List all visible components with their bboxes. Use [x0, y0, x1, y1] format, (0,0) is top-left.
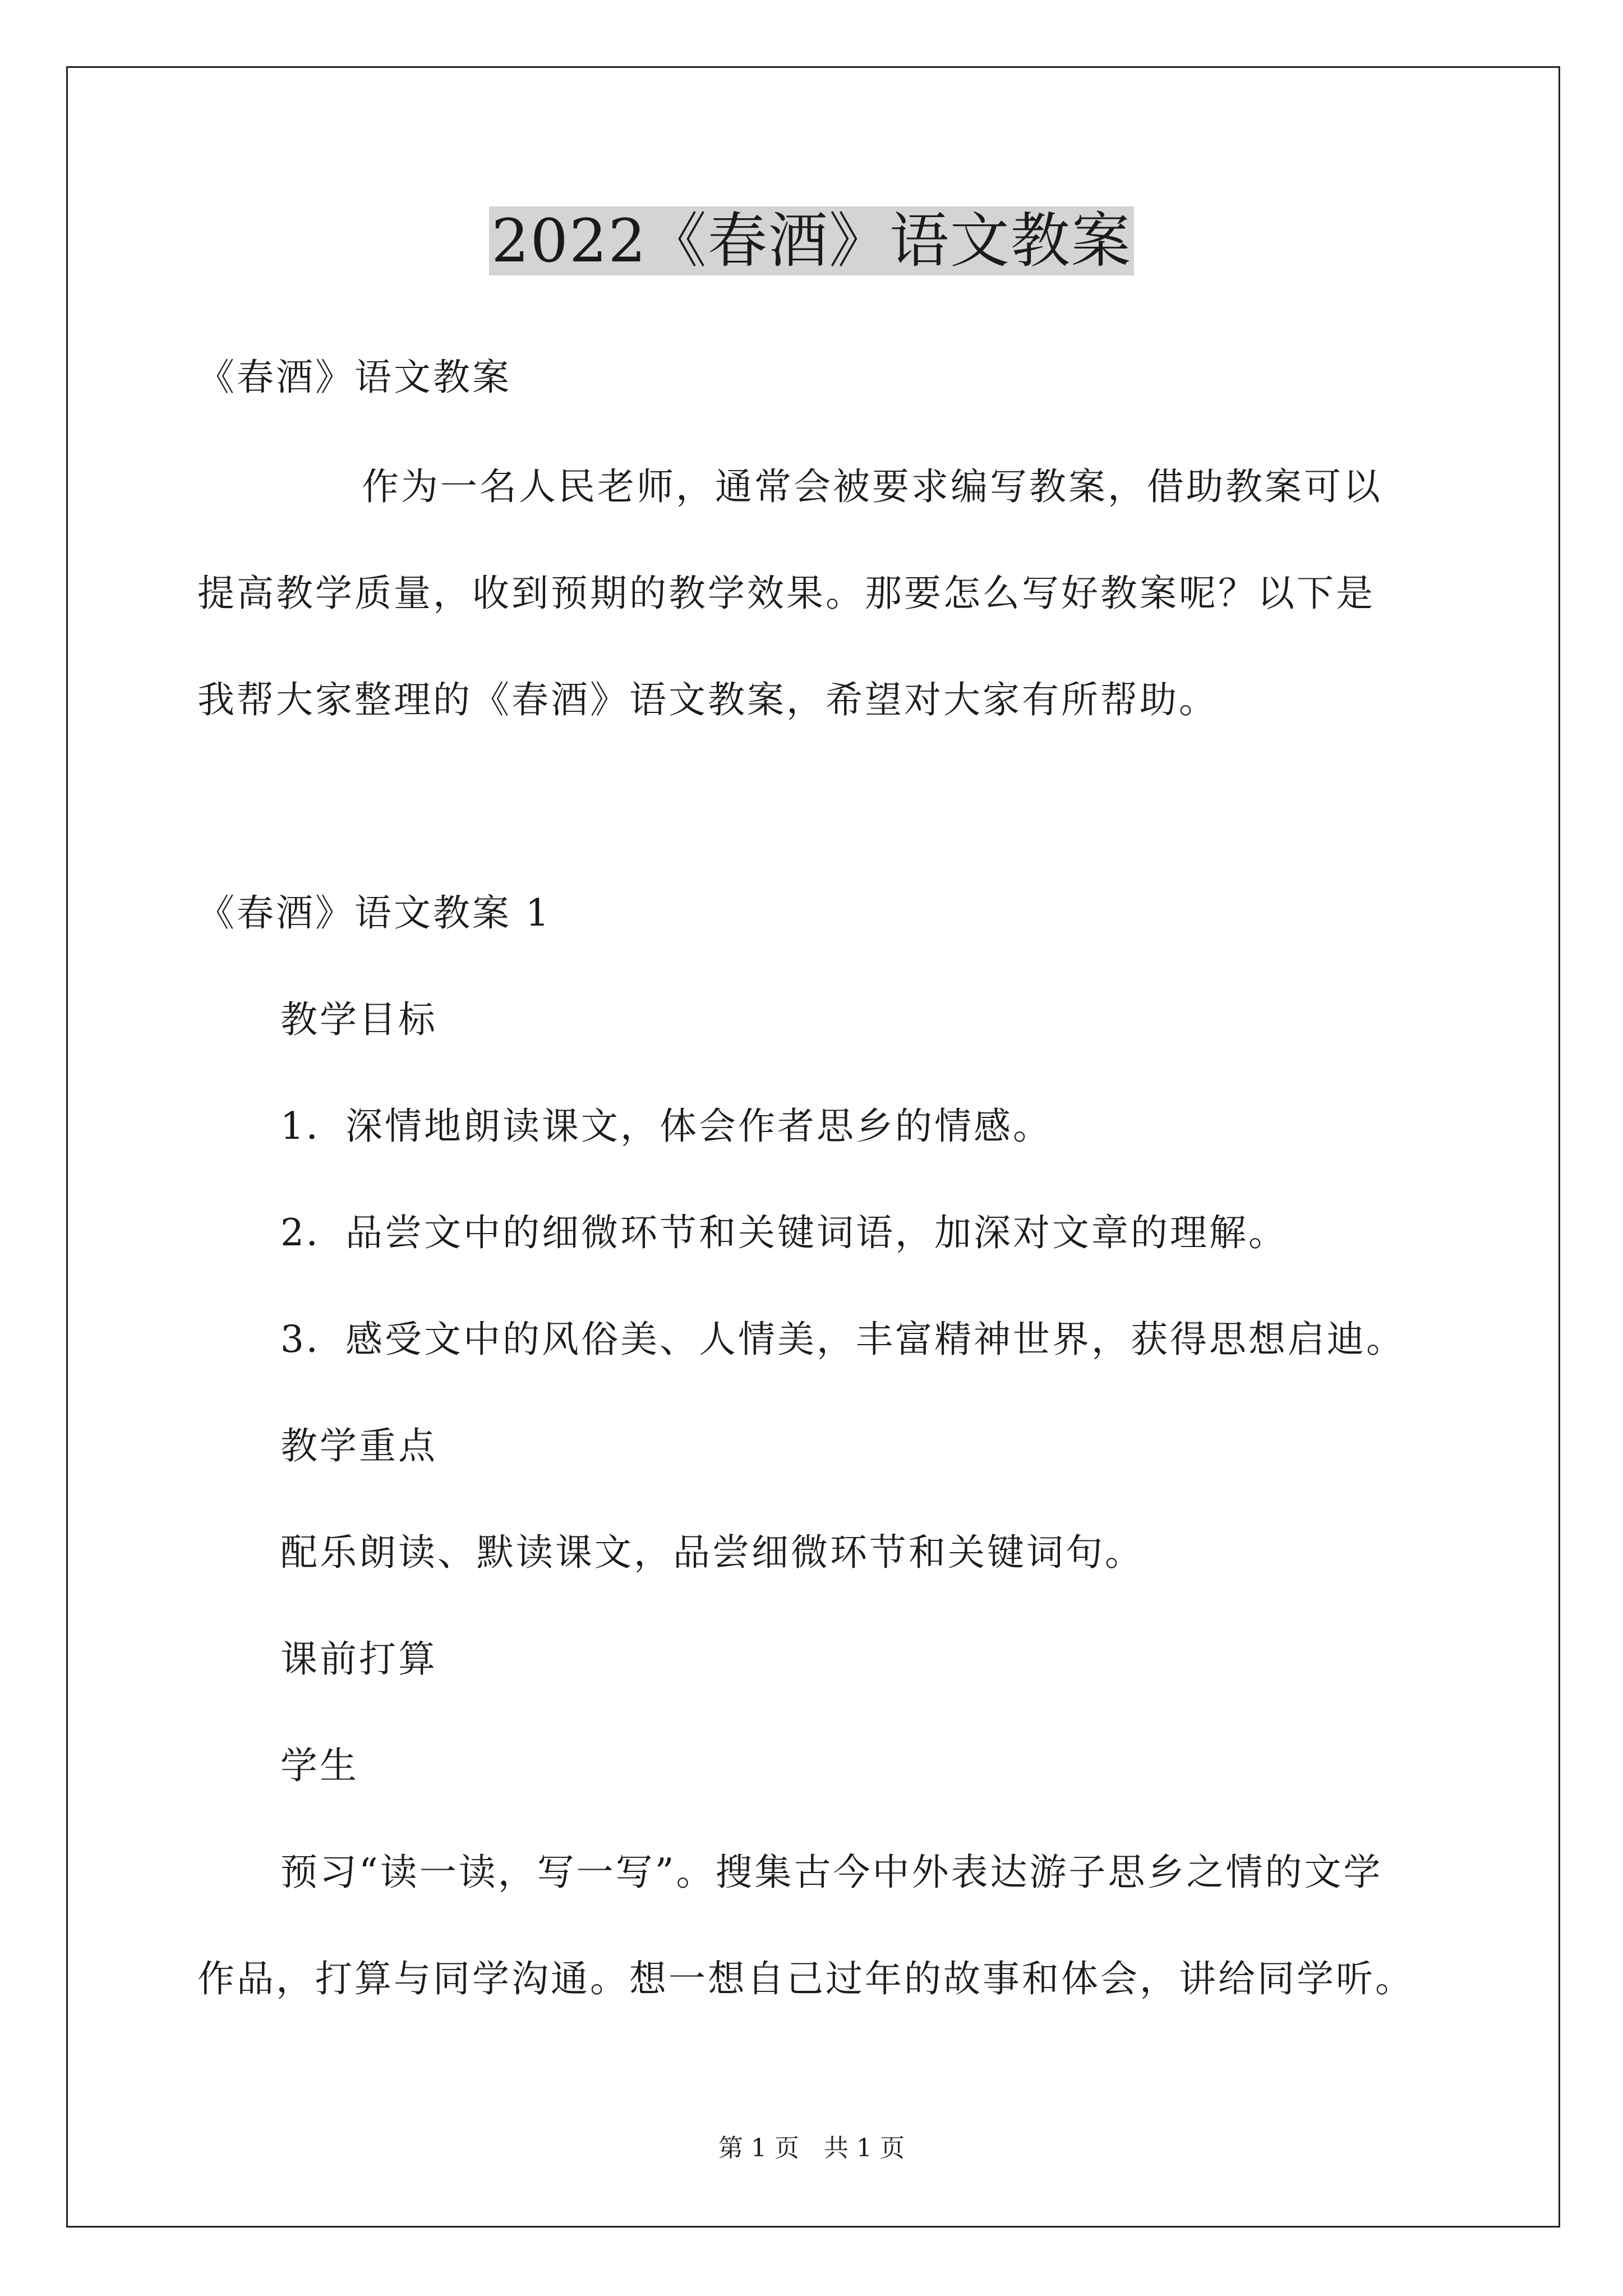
student-line-1: 预习“读一读，写一写”。搜集古今中外表达游子思乡之情的文学 — [280, 1851, 1383, 1894]
focus-heading: 教学重点 — [280, 1424, 437, 1467]
document-title-text: 2022《春酒》语文教案 — [489, 206, 1134, 275]
intro-line-1: 作为一名人民老师，通常会被要求编写教案，借助教案可以 — [362, 465, 1382, 508]
objective-item-1: 1．深情地朗读课文，体会作者思乡的情感。 — [280, 1105, 1052, 1148]
objectives-heading: 教学目标 — [280, 998, 437, 1041]
student-heading: 学生 — [280, 1744, 359, 1787]
page-footer: 第 1 页 共 1 页 — [718, 2134, 905, 2162]
section-heading: 《春酒》语文教案 1 — [197, 891, 551, 935]
intro-line-2: 提高教学质量，收到预期的教学效果。那要怎么写好教案呢？以下是 — [197, 572, 1375, 615]
document-subtitle: 《春酒》语文教案 — [197, 356, 511, 399]
student-line-2: 作品，打算与同学沟通。想一想自己过年的故事和体会，讲给同学听。 — [197, 1957, 1414, 2000]
intro-line-3: 我帮大家整理的《春酒》语文教案，希望对大家有所帮助。 — [197, 678, 1218, 721]
objective-item-2: 2．品尝文中的细微环节和关键词语，加深对文章的理解。 — [280, 1211, 1288, 1254]
objective-item-3: 3．感受文中的风俗美、人情美，丰富精神世界，获得思想启迪。 — [280, 1318, 1405, 1361]
document-title — [0, 202, 1623, 280]
focus-text: 配乐朗读、默读课文，品尝细微环节和关键词句。 — [280, 1531, 1144, 1574]
prep-heading: 课前打算 — [280, 1637, 437, 1681]
